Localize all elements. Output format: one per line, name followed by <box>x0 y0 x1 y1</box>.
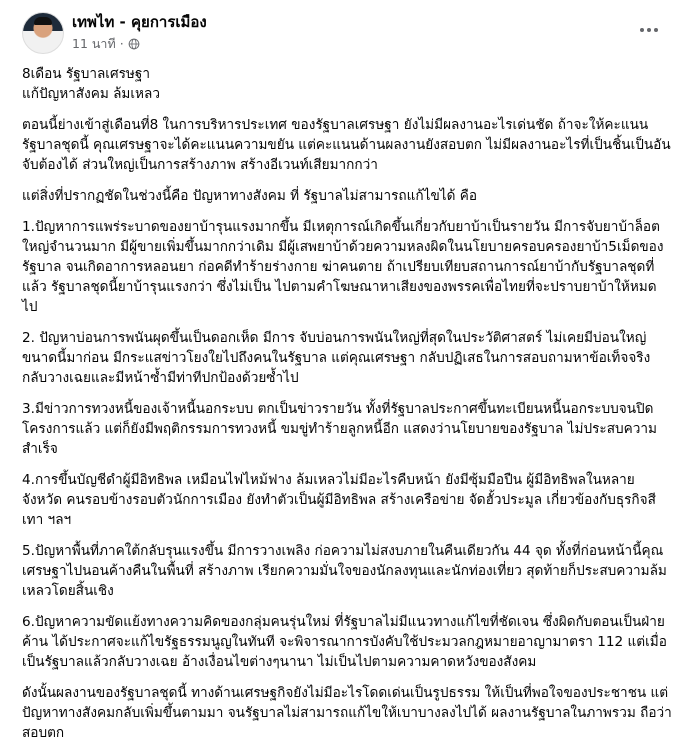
post-meta <box>72 13 207 54</box>
post-paragraph: ตอนนี้ย่างเข้าสู่เดือนที่8 ในการบริหารประเทศ ของรัฐบาลเศรษฐา ยังไม่มีผลงานอะไรเด่นชัด ถ้าจะให้คะแนน รัฐบาลชุดนี้ คุณเศรษฐาจะได้คะแนนความขยัน แต่คะแนนด้านผลงานยังสอบตก ไม่มีผลงานอะไรที่เป็นชิ้นเป็นอันจับต้องได้ ส่วนใหญ่เป็นการสร้างภาพ สร้างอีเวนท์เสียมากกว่า <box>22 117 671 173</box>
post-paragraph: ดังนั้นผลงานของรัฐบาลชุดนี้ ทางด้านเศรษฐกิจยังไม่มีอะไรโดดเด่นเป็นรูปธรรม ให้เป็นที่พอใจของประชาชน แต่ปัญหาทางสังคมกลับเพิ่มขึ้นตามมา จนรัฐบาลไม่สามารถแก้ไขให้เบาบางลงไปได้ ผลงานรัฐบาลในภาพรวม ถือว่า สอบตก <box>22 685 672 741</box>
post-header <box>22 12 207 54</box>
post-paragraph: แต่สิ่งที่ปรากฏชัดในช่วงนี้คือ ปัญหาทางสังคม ที่ รัฐบาลไม่สามารถแก้ไขได้ คือ <box>22 188 477 204</box>
post-paragraph: 2. ปัญหาบ่อนการพนันผุดขึ้นเป็นดอกเห็ด มีการ จับบ่อนการพนันใหญ่ที่สุดในประวัติศาสตร์ ไม่เคยมีบ่อนใหญ่ขนาดนี้มาก่อน มีกระแสข่าวโยงใยไปถึงคนในรัฐบาล แต่คุณเศรษฐา กลับปฏิเสธในการสอบถามหาข้อเท็จจริง กลับวางเฉยและมีหน้าซ้ำมีท่าทีปกป้องด้วยซ้ำไป <box>22 330 651 386</box>
post-subtitle <box>72 34 207 54</box>
post-paragraph: 4.การขึ้นบัญชีดำผู้มีอิทธิพล เหมือนไฟไหม้ฟาง ล้มเหลวไม่มีอะไรคืบหน้า ยังมีซุ้มมือปืน ผู้มีอิทธิพลในหลายจังหวัด คนรอบข้างรอบตัวนักการเมือง ยังทำตัวเป็นผู้มีอิทธิพล สร้างเครือข่าย จัดฮั้วประมูล เกี่ยวข้องกับธุรกิจสีเทา ฯลฯ <box>22 472 656 528</box>
post-paragraph: 3.มีข่าวการทวงหนี้ของเจ้าหนี้นอกระบบ ตกเป็นข่าวรายวัน ทั้งที่รัฐบาลประกาศขึ้นทะเบียนหนี้นอกระบบจนปิดโครงการแล้ว แต่ก็ยังมีพฤติกรรมการทวงหนี้ ขมขู่ทำร้ายลูกหนี้อีก แสดงว่านโยบายของรัฐบาล ไม่ประสบความสำเร็จ <box>22 401 657 457</box>
post-body <box>22 64 672 754</box>
avatar[interactable] <box>22 12 64 54</box>
post-paragraph: 8เดือน รัฐบาลเศรษฐา แก้ปัญหาสังคม ล้มเหลว <box>22 66 160 102</box>
post-paragraph: 1.ปัญหาการแพร่ระบาดของยาบ้ารุนแรงมากขึ้น มีเหตุการณ์เกิดขึ้นเกี่ยวกับยาบ้าเป็นรายวัน มีการจับยาบ้าล็อตใหญ่จำนวนมาก มีผู้ขายเพิ่มขึ้นมากกว่าเดิม มีผู้เสพยาบ้าด้วยความหลงผิดในนโยบายครอบครองยาบ้า5เม็ดของรัฐบาล จนเกิดอาการหลอนยา ก่อคดีทำร้ายร่างกาย ฆ่าคนตาย ถ้าเปรียบเทียบสถานการณ์ยาบ้ากับรัฐบาลชุดที่แล้ว รัฐบาลชุดนี้ยาบ้ารุนแรงกว่า ซึ่งไม่เป็น ไปตามคำโฆษณาหาเสียงของพรรคเพื่อไทยที่จะปราบยาบ้าให้หมดไป <box>22 219 664 315</box>
globe-icon <box>128 38 140 50</box>
post-time[interactable]: 11 นาที <box>72 35 116 51</box>
author-name[interactable]: เทพไท - คุยการเมือง <box>72 12 207 31</box>
post-paragraph: 6.ปัญหาความขัดแย้งทางความคิดของกลุ่มคนรุ่นใหม่ ที่รัฐบาลไม่มีแนวทางแก้ไขที่ชัดเจน ซึ่งผิดกับตอนเป็นฝ่ายค้าน ได้ประกาศจะแก้ไขรัฐธรรมนูญในทันที จะพิจารณาการบังคับใช้ประมวลกฎหมายอาญามาตรา 112 แต่เมื่อเป็นรัฐบาลแล้วกลับวางเฉย อ้างเงื่อนไขต่างๆนานา ไม่เป็นไปตามความคาดหวังของสังคม <box>22 614 667 670</box>
post-paragraph: 5.ปัญหาพื้นที่ภาคใต้กลับรุนแรงขึ้น มีการวางเพลิง ก่อความไม่สงบภายในคืนเดียวกัน 44 จุด ทั้งที่ก่อนหน้านี้คุณเศรษฐาไปนอนค้างคืนในพื้นที่ สร้างภาพ เรียกความมั่นใจของนักลงทุนและนักท่องเที่ยว สุดท้ายก็ประสบความล้มเหลวโดยสิ้นเชิง <box>22 543 667 599</box>
separator-dot: · <box>119 36 124 51</box>
more-horizontal-icon[interactable] <box>637 18 661 42</box>
